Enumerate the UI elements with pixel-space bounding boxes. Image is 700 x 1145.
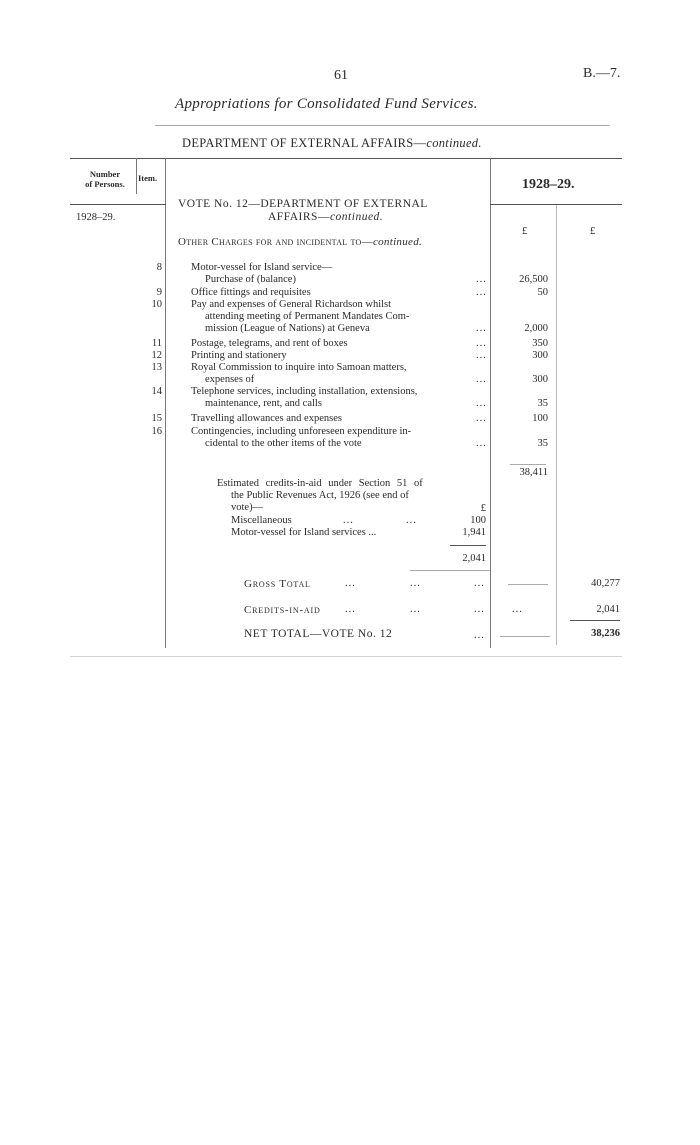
item-leader-dots: ... <box>476 323 487 334</box>
section-heading-cont: continued. <box>372 236 423 248</box>
item-number: 8 <box>156 262 162 273</box>
credits-in-aid-amount: 2,041 <box>596 604 620 615</box>
item-description-l2: expenses of <box>205 374 255 385</box>
persons-header-line1: Number <box>89 169 121 179</box>
header-rule <box>155 125 610 126</box>
credits-line3: vote)— <box>231 502 264 513</box>
credits-misc-dots1: ... <box>343 515 354 526</box>
credits-misc-dots2: ... <box>406 515 417 526</box>
item-number: 14 <box>151 386 162 397</box>
subtotal-amount: 38,411 <box>519 467 548 478</box>
gross-dots2: ... <box>410 578 421 589</box>
item-amount: 300 <box>532 350 548 361</box>
department-title-main: DEPARTMENT OF EXTERNAL AFFAIRS— <box>182 136 427 150</box>
vote-title-line1: VOTE No. 12—DEPARTMENT OF EXTERNAL <box>178 198 428 210</box>
vote-title-cont: continued. <box>329 211 384 223</box>
gross-total-label: Gross Total <box>244 578 311 590</box>
credits-bottom-rule <box>410 570 490 571</box>
item-description-l2: attending meeting of Permanent Mandates Com- <box>205 311 410 322</box>
credits-total-amount: 2,041 <box>462 553 486 564</box>
persons-column-header <box>76 169 134 189</box>
item-leader-dots: ... <box>476 374 487 385</box>
item-description-l2: maintenance, rent, and calls <box>205 398 322 409</box>
net-dots: ... <box>474 630 485 641</box>
item-leader-dots: ... <box>476 438 487 449</box>
persons-year: 1928–29. <box>76 212 116 223</box>
item-description-l1: Contingencies, including unforeseen expenditure in- <box>191 426 412 437</box>
item-number: 12 <box>151 350 162 361</box>
document-reference: B.—7. <box>583 66 621 81</box>
item-leader-dots: ... <box>476 398 487 409</box>
item-number: 16 <box>151 426 162 437</box>
item-description-l1: Postage, telegrams, and rent of boxes <box>191 338 348 349</box>
credits-motor-label: Motor-vessel for Island services ... <box>231 527 377 538</box>
credits-line1-text: Estimated credits-in-aid under Section 51 of <box>217 478 423 489</box>
gross-dots1: ... <box>345 578 356 589</box>
cia-dots4: ... <box>512 604 523 615</box>
gross-dots3: ... <box>474 578 485 589</box>
item-description-l3: mission (League of Nations) at Geneva <box>205 323 370 334</box>
table-bottom-rule <box>70 656 622 657</box>
credits-misc-amount: 100 <box>470 515 486 526</box>
item-column-header: Item. <box>138 173 158 183</box>
department-title <box>182 136 482 151</box>
item-leader-dots: ... <box>476 287 487 298</box>
item-description-l1: Royal Commission to inquire into Samoan matters, <box>191 362 407 373</box>
credits-line2: the Public Revenues Act, 1926 (see end of <box>231 490 409 501</box>
cia-dots3: ... <box>474 604 485 615</box>
item-description-l1: Travelling allowances and expenses <box>191 413 342 424</box>
year-heading: 1928–29. <box>522 177 575 192</box>
net-total-amount: 38,236 <box>591 628 620 639</box>
item-leader-dots: ... <box>476 413 487 424</box>
pound-sign-col1: £ <box>522 226 528 237</box>
item-amount: 350 <box>532 338 548 349</box>
cia-dots1: ... <box>345 604 356 615</box>
item-amount: 50 <box>537 287 548 298</box>
item-description-l1: Printing and stationery <box>191 350 287 361</box>
item-number: 10 <box>151 299 162 310</box>
item-leader-dots: ... <box>476 350 487 361</box>
item-number: 13 <box>151 362 162 373</box>
net-dash <box>500 636 550 637</box>
item-description-l1: Motor-vessel for Island service— <box>191 262 333 273</box>
net-total-rule <box>570 620 620 621</box>
item-number: 11 <box>151 338 162 349</box>
table-top-rule <box>70 158 622 159</box>
item-amount: 300 <box>532 374 548 385</box>
persons-col-rule <box>136 158 137 194</box>
item-number: 15 <box>151 413 162 424</box>
running-title: Appropriations for Consolidated Fund Services. <box>175 96 478 112</box>
net-total-label: NET TOTAL—VOTE No. 12 <box>244 628 393 640</box>
item-description-l2: Purchase of (balance) <box>205 274 296 285</box>
credits-misc-label: Miscellaneous <box>231 515 292 526</box>
item-description-l1: Pay and expenses of General Richardson whilst <box>191 299 392 310</box>
item-number: 9 <box>156 287 162 298</box>
credits-in-aid-label: Credits-in-aid <box>244 604 321 616</box>
persons-header-line2: of Persons. <box>85 179 125 189</box>
year-underline <box>490 204 622 205</box>
credits-pound: £ <box>480 503 486 514</box>
cia-dots2: ... <box>410 604 421 615</box>
amount2-col-rule <box>556 205 557 645</box>
item-description-l1: Office fittings and requisites <box>191 287 311 298</box>
credits-total-rule <box>450 545 486 546</box>
item-amount: 35 <box>537 438 548 449</box>
item-description-l1: Telephone services, including installation, extensions, <box>191 386 418 397</box>
section-heading-main: Other Charges for and incidental to— <box>178 236 373 248</box>
gross-dash <box>508 584 548 585</box>
gross-total-amount: 40,277 <box>591 578 620 589</box>
item-amount: 26,500 <box>519 274 548 285</box>
amount-col-rule <box>490 158 491 648</box>
vote-title-affairs: AFFAIRS— <box>268 211 330 223</box>
item-leader-dots: ... <box>476 274 487 285</box>
credits-line1 <box>217 478 487 490</box>
department-title-cont: continued. <box>426 136 482 150</box>
credits-motor-amount: 1,941 <box>462 527 486 538</box>
subtotal-rule <box>510 464 546 465</box>
item-col-rule <box>165 158 166 648</box>
item-description-l2: cidental to the other items of the vote <box>205 438 362 449</box>
header-bottom-rule <box>70 204 166 205</box>
item-amount: 2,000 <box>524 323 548 334</box>
pound-sign-col2: £ <box>590 226 596 237</box>
item-amount: 100 <box>532 413 548 424</box>
item-leader-dots: ... <box>476 338 487 349</box>
item-amount: 35 <box>537 398 548 409</box>
page-number: 61 <box>334 68 348 83</box>
section-heading <box>178 236 422 248</box>
vote-title-line2 <box>268 211 383 223</box>
